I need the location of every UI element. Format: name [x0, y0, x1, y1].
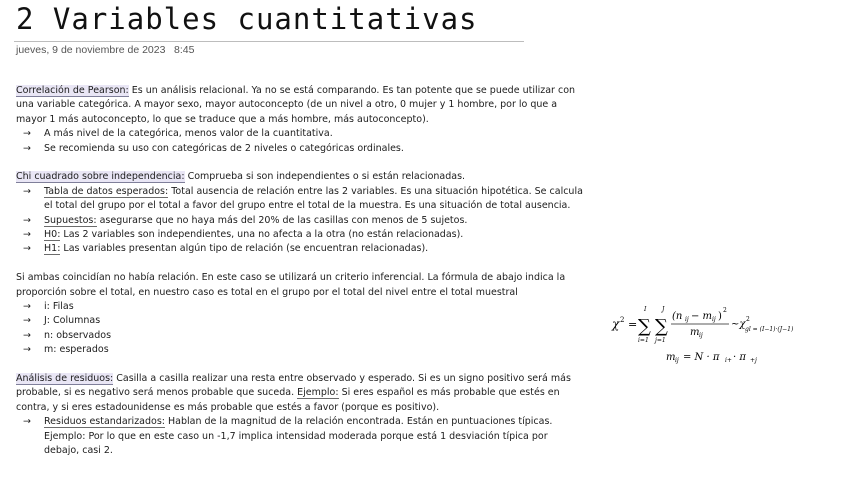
chi-bullet-3-term: H0: — [44, 229, 61, 241]
chi-bullet-1-term: Tabla de datos esperados: — [44, 185, 169, 197]
chi-bullet-3-text: Las 2 variables son independientes, una no afecta a la otra (no están relacionadas). — [60, 229, 464, 241]
residuos-text-2: Si eres español es más probable que estés en contra, y si eres estadounidense es más probable que estés a favor (porque es positivo). — [16, 387, 560, 413]
arrow-icon: → — [23, 243, 31, 255]
residuos-bullet-1-term: Residuos estandarizados: — [44, 416, 165, 428]
spacer — [16, 358, 584, 372]
formula-chi-symbol: χ — [612, 317, 620, 331]
formula-sum-upper-1: I — [644, 306, 647, 313]
formula-sum-lower-1: i=1 — [638, 337, 649, 344]
chi-bullet-2-term: Supuestos: — [44, 214, 97, 226]
formula-denominator-sub: ij — [699, 332, 703, 339]
arrow-icon: → — [23, 185, 31, 197]
formula-pi-sub-1: i+ — [725, 357, 732, 364]
formula-sigma-2: ∑ — [655, 316, 668, 337]
inferencial-paragraph: Si ambas coincidían no había relación. En este caso se utilizará un criterio inferencial. La fórmula de abajo indica la proporción sobre el total, en nuestro caso es total en el grupo por el total del nivel entre el total muestral — [16, 272, 566, 298]
formula-sigma-1: ∑ — [638, 316, 651, 337]
spacer — [16, 257, 584, 271]
formula-tilde-sub: gl = (I−1)·(J−1) — [745, 326, 794, 333]
list-item — [16, 142, 584, 156]
formula-numerator-minus: − m — [691, 311, 713, 322]
list-item — [16, 415, 584, 458]
list-item — [16, 228, 584, 242]
page-date: jueves, 9 de noviembre de 2023 — [16, 44, 166, 56]
spacer — [16, 156, 584, 170]
formula-tilde-chi: ~χ — [731, 319, 746, 330]
formula-pi-dot: · π — [733, 352, 746, 363]
chi-bullet-2-text: asegurarse que no haya más del 20% de las casillas con menos de 5 sujetos. — [96, 214, 468, 226]
title-divider — [14, 41, 524, 42]
pearson-term: Correlación de Pearson: — [16, 85, 129, 96]
inferencial-bullet-4: m: esperados — [44, 344, 109, 356]
arrow-icon: → — [23, 315, 31, 327]
list-item — [16, 314, 584, 328]
formula-tilde-sup: 2 — [746, 316, 750, 323]
residuos-example-term: Ejemplo: — [297, 387, 339, 399]
chi-bullet-4-term: H1: — [44, 243, 61, 255]
inferencial-bullet-2: J: Columnas — [44, 315, 101, 327]
list-item — [16, 300, 584, 314]
formula-sum-upper-2: J — [662, 306, 665, 313]
arrow-icon: → — [23, 344, 31, 356]
formula-m-rhs: = N · π — [683, 352, 720, 363]
formula-numerator-square: 2 — [723, 307, 727, 314]
arrow-icon: → — [23, 214, 31, 226]
list-item — [16, 214, 584, 228]
list-item — [16, 343, 584, 357]
chi-bullet-4-text: Las variables presentan algún tipo de relación (se encuentran relacionadas). — [60, 243, 429, 255]
chi-bullet-1-text: Total ausencia de relación entre las 2 variables. Es una situación hipotética. Se calcula el total del grupo por el total a favor del grupo entre el total de la muestra. Es una situación de total ausencia. — [44, 185, 583, 212]
arrow-icon: → — [23, 329, 31, 341]
residuos-text-1: Casilla a casilla realizar una resta entre observado y esperado. Si es un signo positivo será más probable, si es negativo será menos probable que suceda. — [16, 373, 571, 399]
arrow-icon: → — [23, 229, 31, 241]
arrow-icon: → — [23, 301, 31, 313]
list-item — [16, 242, 584, 256]
formula-denominator: m — [690, 327, 700, 338]
formula-sum-lower-2: j=1 — [655, 337, 666, 344]
list-item — [16, 185, 584, 214]
residuos-bullet-1-text: Hablan de la magnitud de la relación encontrada. Están en puntuaciones típicas. Ejemplo: Por lo que en este caso un -1,7 implica intensidad moderada porque está 1 desviación típica por debajo, casi 2. — [44, 416, 553, 457]
pearson-paragraph — [16, 84, 584, 127]
formula-chi-square: 2 — [620, 316, 625, 324]
formula-m-lhs: m — [666, 352, 676, 363]
pearson-text: Es un análisis relacional. Ya no se está comparando. Es tan potente que se puede utilizar con una variable categórica. A mayor sexo, mayor autoconcepto (de un nivel a otro, 0 mujer y 1 hombre, por lo que a mayor 1 más autoconcepto, lo que se traduce que a más hombre, más autoconcepto). — [16, 85, 576, 125]
arrow-icon: → — [23, 142, 31, 154]
note-content[interactable] — [16, 84, 584, 459]
list-item — [16, 329, 584, 343]
formula-numerator-open: (n — [672, 311, 683, 322]
page-title: 2 Variables cuantitativas — [16, 2, 478, 36]
inferencial-bullet-1: i: Filas — [44, 301, 74, 313]
pearson-bullet-2: Se recomienda su uso con categóricas de 2 niveles o categóricas ordinales. — [44, 142, 404, 154]
residuos-term: Análisis de residuos: — [16, 373, 114, 385]
arrow-icon: → — [23, 416, 31, 428]
formula-numerator-close: ) — [718, 311, 722, 322]
arrow-icon: → — [23, 128, 31, 140]
pearson-bullet-1: A más nivel de la categórica, menos valor de la cuantitativa. — [44, 128, 333, 140]
formula-numerator-sub-1: ij — [685, 316, 689, 323]
inferencial-bullet-3: n: observados — [44, 329, 112, 341]
chi-text: Comprueba si son independientes o si están relacionadas. — [184, 171, 466, 183]
page-time: 8:45 — [174, 44, 195, 56]
formula-m-lhs-sub: ij — [675, 357, 679, 364]
chi-square-formula — [610, 302, 830, 370]
formula-pi-sub-2: +j — [750, 357, 757, 364]
formula-equals: = — [628, 318, 638, 331]
residuos-paragraph — [16, 372, 584, 415]
formula-numerator-sub-2: ij — [712, 316, 716, 323]
chi-term: Chi cuadrado sobre independencia: — [16, 171, 185, 183]
chi-paragraph — [16, 170, 584, 184]
list-item — [16, 127, 584, 141]
